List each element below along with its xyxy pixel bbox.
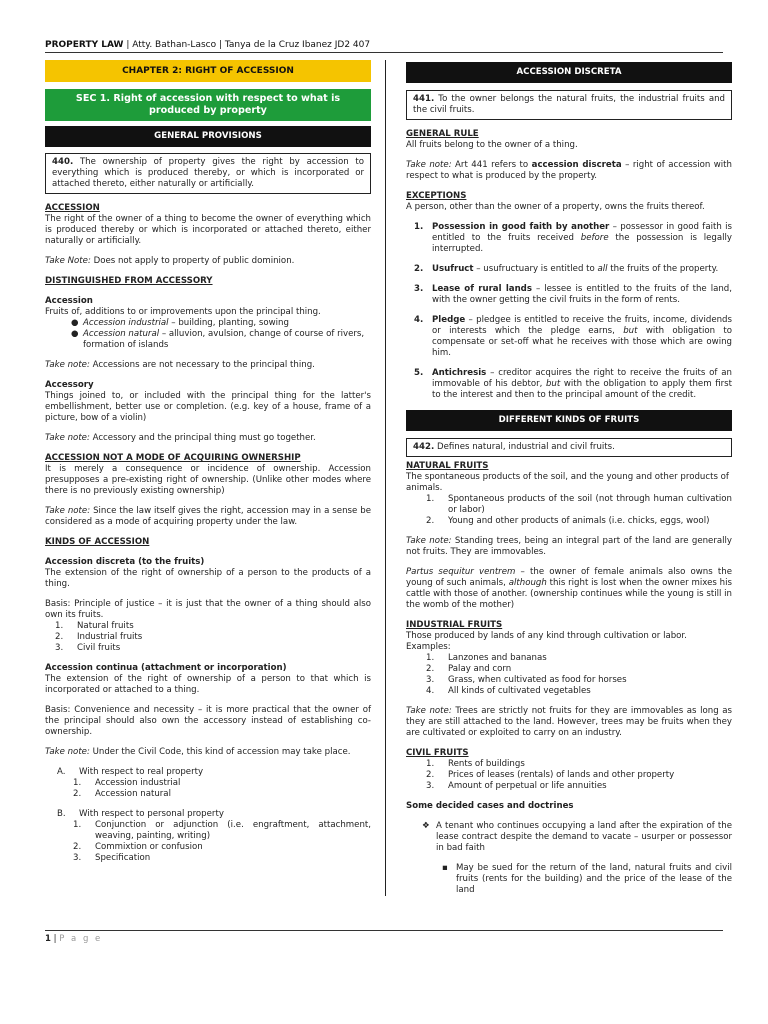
right-column	[406, 62, 732, 896]
basis-convenience: Basis: Convenience and necessity – it is more practical that the owner of the principal should also own the accessory instead of establishing co-ownership.	[45, 705, 371, 737]
take-note-standing-trees: Take note: Standing trees, being an integral part of the land are generally not fruits. They are immovables.	[406, 536, 732, 557]
article-441-number: 441.	[413, 94, 435, 104]
take-note-civil-code	[45, 747, 371, 758]
discreta-text: The extension of the right of ownership of a person to the products of a thing.	[45, 568, 371, 589]
not-mode-text: It is merely a consequence or incidence of ownership. Accession presupposes a pre-existing right of ownership. (Unlike other modes where there is no previously existing ownership)	[45, 464, 371, 496]
exceptions-text: A person, other than the owner of a property, owns the fruits thereof.	[406, 202, 705, 212]
header-rule	[45, 52, 723, 53]
list-item: 3. Civil fruits	[55, 643, 121, 653]
accession-discreta-bar: ACCESSION DISCRETA	[406, 62, 732, 83]
list-item: ❖ A tenant who continues occupying a land after the expiration of the lease contract despite the demand to vacate – usurper or possessor in bad faith	[422, 821, 732, 853]
square-bullet-icon: ▪	[442, 863, 448, 873]
personal-property-label: With respect to personal property	[79, 809, 224, 819]
page-word: P a g e	[59, 934, 103, 944]
accessory-subheading: Accessory	[45, 380, 94, 390]
industrial-fruits-heading: INDUSTRIAL FRUITS	[406, 620, 503, 630]
bullet-text: – building, planting, sowing	[168, 318, 289, 328]
course-title: PROPERTY LAW	[45, 40, 124, 50]
list-item: 1. Conjunction or adjunction (i.e. engraftment, attachment, weaving, painting, writing)	[73, 820, 371, 841]
list-item: 1. Rents of buildings	[426, 759, 525, 769]
column-divider	[385, 60, 386, 896]
article-440-text: The ownership of property gives the right by accession to everything which is produced thereby, or which is incorporated or attached thereto, either naturally or artificially.	[52, 157, 364, 189]
fruit-kind: Civil fruits	[77, 643, 121, 653]
take-note-text: Since the law itself gives the right, accession may in a sense be considered as a mode of acquiring property under the law.	[45, 506, 371, 527]
take-note-text: Accessory and the principal thing must go together.	[89, 433, 316, 443]
cases-heading: Some decided cases and doctrines	[406, 801, 574, 811]
list-item: 3. Grass, when cultivated as food for horses	[426, 675, 627, 685]
kinds-of-fruits-bar: DIFFERENT KINDS OF FRUITS	[406, 410, 732, 431]
article-442-box: 442. Defines natural, industrial and civil fruits.	[406, 438, 732, 457]
fruit-kind: Natural fruits	[77, 621, 134, 631]
list-item: 4. All kinds of cultivated vegetables	[426, 686, 591, 696]
take-note-label: Take note:	[45, 360, 90, 370]
take-note-art441: Take note: Art 441 refers to accession discreta – right of accession with respect to what is produced by the property.	[406, 160, 732, 181]
accession-sub-text: Fruits of, additions to or improvements upon the principal thing.	[45, 307, 321, 317]
page-footer: 1 | P a g e	[45, 934, 103, 944]
take-note-label: Take note:	[45, 433, 90, 443]
take-note-text: Under the Civil Code, this kind of accession may take place.	[89, 747, 351, 757]
continua-subheading: Accession continua (attachment or incorporation)	[45, 663, 287, 673]
list-item: 5. Antichresis – creditor acquires the right to receive the fruits of an immovable of his debtor, but with the obligation to apply them first to the interest and then to the principal amount of the credit.	[414, 368, 732, 400]
diamond-bullet-icon: ❖	[422, 821, 430, 831]
list-item: ● Accession industrial – building, planting, sowing	[71, 318, 289, 328]
exceptions-heading: EXCEPTIONS	[406, 191, 467, 201]
take-note-accessions	[45, 360, 371, 371]
partus-text: Partus sequitur ventrem – the owner of female animals also owns the young of such animals, although this right is lost when the owner mixes his cattle with those of another. (ownership continues while the young is still in the womb of the mother)	[406, 567, 732, 610]
general-provisions-bar: GENERAL PROVISIONS	[45, 126, 371, 147]
bullet-label: Accession industrial	[83, 318, 169, 328]
natural-fruits-heading: NATURAL FRUITS	[406, 461, 489, 471]
civil-fruits-heading: CIVIL FRUITS	[406, 748, 469, 758]
distinguished-heading: DISTINGUISHED FROM ACCESSORY	[45, 276, 213, 286]
footer-rule	[45, 930, 723, 931]
header-details: | Atty. Bathan-Lasco | Tanya de la Cruz Ibanez JD2 407	[123, 40, 371, 50]
section-bar: SEC 1. Right of accession with respect to what is produced by property	[45, 89, 371, 121]
article-441-box	[406, 90, 732, 120]
take-note-public-dominion	[45, 256, 371, 267]
list-item: ▪ May be sued for the return of the land, natural fruits and civil fruits (rents for the building) and the price of the lease of the land	[442, 863, 732, 895]
basis-justice: Basis: Principle of justice – it is just that the owner of a thing should also own its fruits.	[45, 599, 371, 620]
list-item: 1. Spontaneous products of the soil (not through human cultivation or labor)	[426, 494, 732, 515]
list-item: 1. Natural fruits	[55, 621, 134, 631]
article-440-number: 440.	[52, 157, 74, 167]
list-item: 2. Young and other products of animals (i.e. chicks, eggs, wool)	[426, 516, 710, 526]
list-item: 2. Usufruct – usufructuary is entitled to all the fruits of the property.	[414, 264, 719, 274]
list-item: ● Accession natural – alluvion, avulsion, change of course of rivers, formation of islands	[71, 329, 365, 350]
list-item: 2. Industrial fruits	[55, 632, 143, 642]
examples-label: Examples:	[406, 642, 451, 652]
list-item: 2. Accession natural	[73, 789, 171, 799]
real-property-label: With respect to real property	[79, 767, 204, 777]
article-441-text: To the owner belongs the natural fruits, the industrial fruits and the civil fruits.	[413, 94, 725, 115]
list-item: 1. Accession industrial	[73, 778, 181, 788]
list-item: 4. Pledge – pledgee is entitled to receive the fruits, income, dividends or interests which the pledge earns, but with obligation to compensate or set-off what he receives with those which are owing him.	[414, 315, 732, 358]
accession-heading: ACCESSION	[45, 203, 100, 213]
list-item: B. With respect to personal property	[57, 809, 224, 819]
list-item: 2. Commixtion or confusion	[73, 842, 203, 852]
take-note-trees: Take note: Trees are strictly not fruits for they are immovables as long as they are still attached to the land. However, trees may be fruits when they are cultivated or exploited to carry on an industry.	[406, 706, 732, 738]
kinds-heading: KINDS OF ACCESSION	[45, 537, 150, 547]
take-note-label: Take note:	[45, 747, 90, 757]
general-rule-heading: GENERAL RULE	[406, 129, 479, 139]
list-item: 2. Prices of leases (rentals) of lands and other property	[426, 770, 675, 780]
take-note-text: Accessions are not necessary to the principal thing.	[89, 360, 315, 370]
take-note-law	[45, 506, 371, 528]
page-number: 1	[45, 934, 51, 944]
take-note-text: Does not apply to property of public dominion.	[90, 256, 295, 266]
take-note-accessory	[45, 433, 371, 444]
article-440-box	[45, 153, 371, 194]
general-rule-text: All fruits belong to the owner of a thing.	[406, 140, 578, 150]
industrial-fruits-text: Those produced by lands of any kind through cultivation or labor.	[406, 631, 687, 641]
list-item: 1. Lanzones and bananas	[426, 653, 547, 663]
take-note-label: Take note:	[45, 506, 91, 516]
natural-fruits-text: The spontaneous products of the soil, and the young and other products of animals.	[406, 472, 729, 493]
page-header	[45, 40, 723, 50]
take-note-label: Take Note:	[45, 256, 91, 266]
bullet-label: Accession natural	[83, 329, 160, 339]
discreta-subheading: Accession discreta (to the fruits)	[45, 557, 205, 567]
list-item: 3. Specification	[73, 853, 151, 863]
list-item: 3. Lease of rural lands – lessee is entitled to the fruits of the land, with the owner getting the civil fruits in the form of rents.	[414, 284, 732, 305]
list-item: A. With respect to real property	[57, 767, 204, 777]
fruit-kind: Industrial fruits	[77, 632, 143, 642]
list-item: 3. Amount of perpetual or life annuities	[426, 781, 607, 791]
accessory-text: Things joined to, or included with the principal thing for the latter's embellishment, better use or completion. (e.g. key of a house, frame of a picture, bow of a violin)	[45, 391, 371, 423]
list-item: 1. Possession in good faith by another – possessor in good faith is entitled to the fruits received before the possession is legally interrupted.	[414, 222, 733, 254]
list-item: 2. Palay and corn	[426, 664, 512, 674]
chapter-bar: CHAPTER 2: RIGHT OF ACCESSION	[45, 60, 371, 82]
bullet-text: – alluvion, avulsion, change of course of rivers, formation of islands	[83, 329, 365, 350]
left-column	[45, 60, 371, 864]
accession-subheading: Accession	[45, 296, 93, 306]
continua-text: The extension of the right of ownership of a person to that which is incorporated or attached to a thing.	[45, 674, 371, 695]
accession-definition: The right of the owner of a thing to become the owner of everything which is produced thereby or which is incorporated or attached thereto, either naturally or artificially.	[45, 214, 371, 246]
not-mode-heading: ACCESSION NOT A MODE OF ACQUIRING OWNERSHIP	[45, 453, 301, 463]
